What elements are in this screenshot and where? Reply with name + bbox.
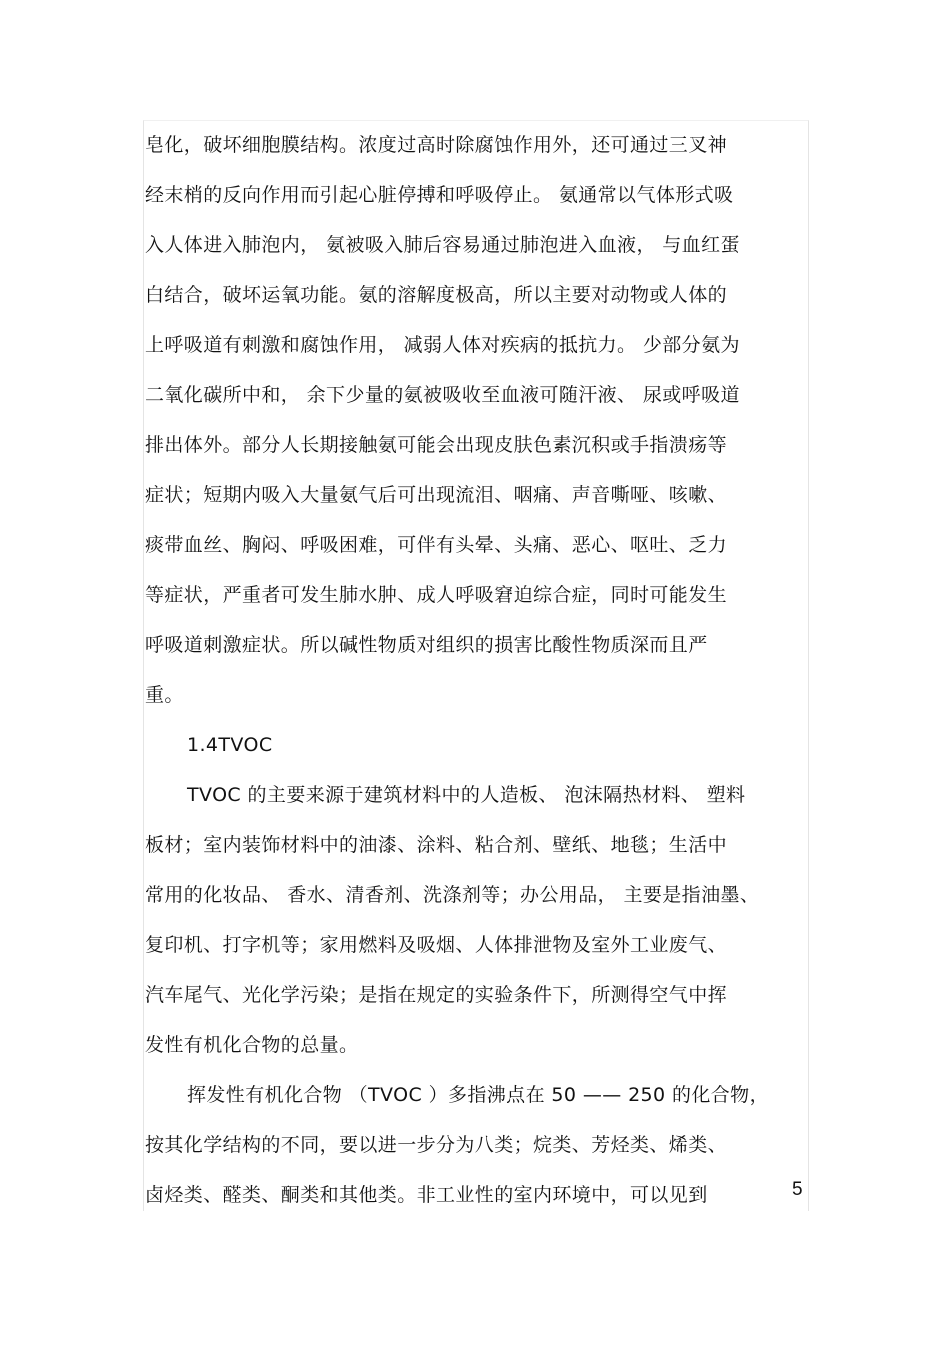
section-heading: 1.4TVOC [187,734,273,756]
body-text [145,120,815,1220]
text-line: 等症状，严重者可发生肺水肿、成人呼吸窘迫综合症，同时可能发生 [145,584,728,606]
text-line: 汽车尾气、光化学污染；是指在规定的实验条件下，所测得空气中挥 [145,984,728,1006]
text-line: 症状；短期内吸入大量氨气后可出现流泪、咽痛、声音嘶哑、咳嗽、 [145,484,728,506]
text-line: 卤烃类、醛类、酮类和其他类。非工业性的室内环境中，可以见到 [145,1184,708,1206]
text-line: 上呼吸道有刺激和腐蚀作用， 减弱人体对疾病的抵抗力。 少部分氨为 [145,334,740,356]
text-line: 发性有机化合物的总量。 [145,1034,359,1056]
text-line: 常用的化妆品、 香水、清香剂、洗涤剂等；办公用品， 主要是指油墨、 [145,884,760,906]
text-line: 板材；室内装饰材料中的油漆、涂料、粘合剂、壁纸、地毯；生活中 [145,834,728,856]
text-line: 入人体进入肺泡内， 氨被吸入肺后容易通过肺泡进入血液， 与血红蛋 [145,234,740,256]
page-number: 5 [792,1179,803,1200]
text-line: 呼吸道刺激症状。所以碱性物质对组织的损害比酸性物质深而且严 [145,634,708,656]
text-line: 重。 [145,684,184,706]
text-line: 二氧化碳所中和， 余下少量的氨被吸收至血液可随汗液、 尿或呼吸道 [145,384,740,406]
text-line: TVOC 的主要来源于建筑材料中的人造板、 泡沫隔热材料、 塑料 [187,784,746,806]
text-line: 皂化，破坏细胞膜结构。浓度过高时除腐蚀作用外，还可通过三叉神 [145,134,728,156]
text-line: 复印机、打字机等；家用燃料及吸烟、人体排泄物及室外工业废气、 [145,934,728,956]
text-line: 经末梢的反向作用而引起心脏停搏和呼吸停止。 氨通常以气体形式吸 [145,184,734,206]
text-line: 排出体外。部分人长期接触氨可能会出现皮肤色素沉积或手指溃疡等 [145,434,728,456]
text-line: 按其化学结构的不同，要以进一步分为八类；烷类、芳烃类、烯类、 [145,1134,728,1156]
text-line: 白结合，破坏运氧功能。氨的溶解度极高，所以主要对动物或人体的 [145,284,728,306]
text-line: 挥发性有机化合物 （TVOC ）多指沸点在 50 —— 250 的化合物， [187,1084,769,1106]
text-line: 痰带血丝、胸闷、呼吸困难，可伴有头晕、头痛、恶心、呕吐、乏力 [145,534,728,556]
